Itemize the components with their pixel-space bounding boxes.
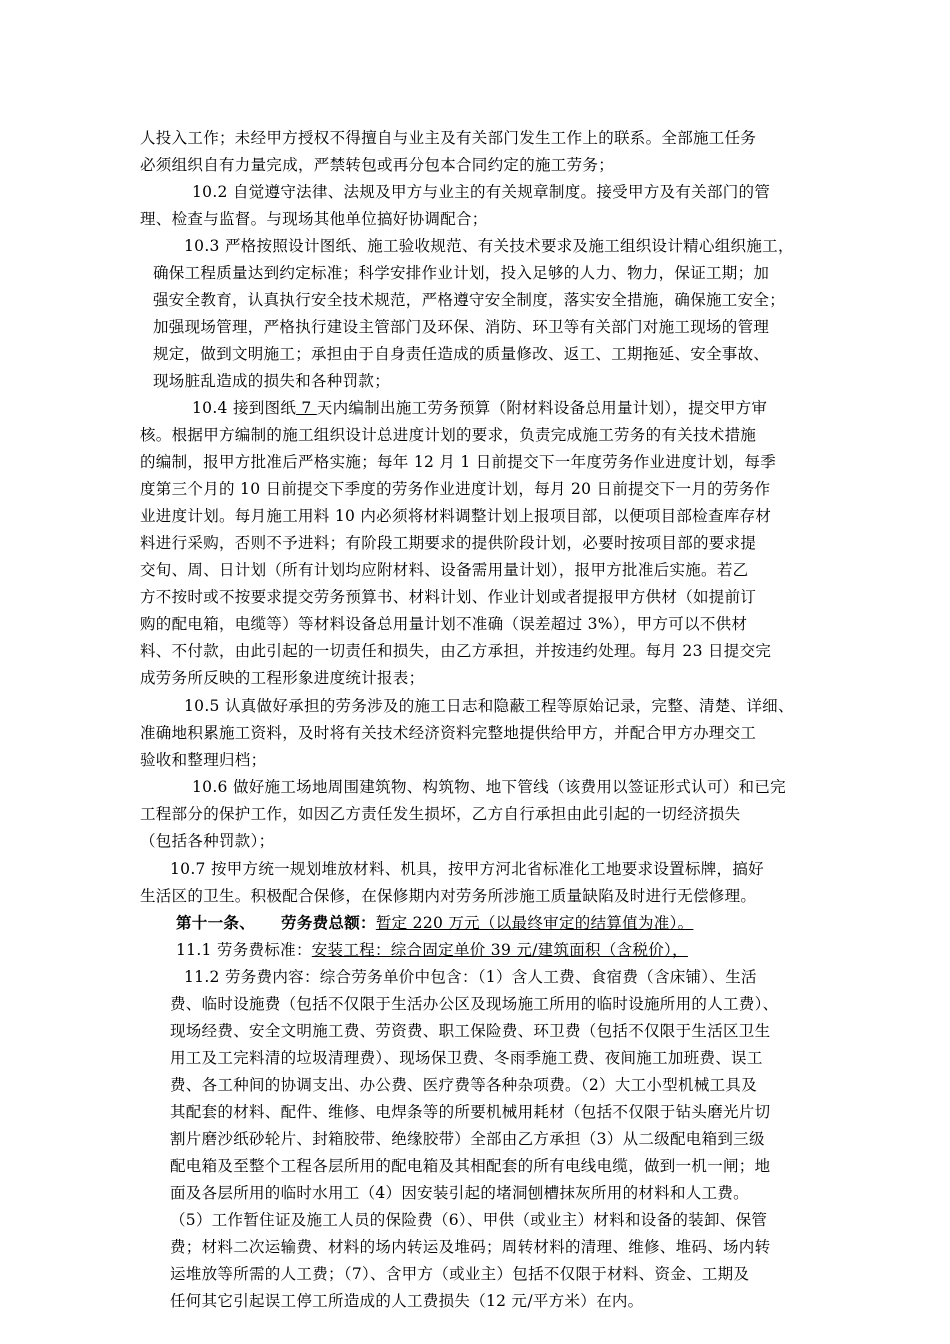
text-line: 人投入工作；未经甲方授权不得擅自与业主及有关部门发生工作上的联系。全部施工任务	[140, 129, 757, 147]
fee-standard-value: 安装工程：综合固定单价 39 元/建筑面积（含税价），	[311, 941, 688, 959]
days-value: 7	[296, 399, 317, 417]
text-line: （包括各种罚款）；	[140, 832, 275, 850]
total-fee-value: 暂定 220 万元（以最终审定的结算值为准）。	[375, 914, 694, 932]
text-line: 工程部分的保护工作，如因乙方责任发生损坏，乙方自行承担由此引起的一切经济损失	[140, 805, 741, 823]
text-line: 加强现场管理，严格执行建设主管部门及环保、消防、环卫等有关部门对施工现场的管理	[153, 318, 770, 336]
text-line: 交旬、周、日计划（所有计划均应附材料、设备需用量计划），报甲方批准后实施。若乙	[140, 561, 749, 579]
text-line: 的编制，报甲方批准后严格实施；每年 12 月 1 日前提交下一年度劳务作业进度计划，每季	[140, 453, 776, 471]
text-line: （5）工作暂住证及施工人员的保险费（6）、甲供（或业主）材料和设备的装卸、保管	[170, 1211, 768, 1229]
text-line: 准确地积累施工资料，及时将有关技术经济资料完整地提供给甲方，并配合甲方办理交工	[140, 724, 757, 742]
text-line: 必须组织自有力量完成，严禁转包或再分包本合同约定的施工劳务；	[140, 156, 615, 174]
text-line: 配电箱及至整个工程各层所用的配电箱及其相配套的所有电线电缆，做到一机一闸；地	[170, 1157, 771, 1175]
clause-11-1-label: 11.1 劳务费标准：	[176, 941, 312, 959]
clause-10-6: 10.6 做好施工场地周围建筑物、构筑物、地下管线（该费用以签证形式认可）和已完	[192, 778, 786, 796]
clause-10-3: 10.3 严格按照设计图纸、施工验收规范、有关技术要求及施工组织设计精心组织施工，	[184, 237, 794, 255]
text-line: 料、不付款，由此引起的一切责任和损失，由乙方承担，并按违约处理。每月 23 日提交完	[140, 642, 772, 660]
text-line: 费；材料二次运输费、材料的场内转运及堆码；周转材料的清理、维修、堆码、场内转	[170, 1238, 771, 1256]
clause-10-2: 10.2 自觉遵守法律、法规及甲方与业主的有关规章制度。接受甲方及有关部门的管	[192, 183, 771, 201]
text-line: 现场经费、安全文明施工费、劳资费、职工保险费、环卫费（包括不仅限于生活区卫生	[170, 1022, 771, 1040]
text-line: 强安全教育，认真执行安全技术规范，严格遵守安全制度，落实安全措施，确保施工安全；	[153, 291, 786, 309]
text-line: 确保工程质量达到约定标准；科学安排作业计划，投入足够的人力、物力，保证工期；加	[153, 264, 770, 282]
text-line: 购的配电箱，电缆等）等材料设备总用量计划不准确（误差超过 3%），甲方可以不供材	[140, 615, 748, 633]
text-line: 规定，做到文明施工；承担由于自身责任造成的质量修改、返工、工期拖延、安全事故、	[153, 345, 770, 363]
text-line: 其配套的材料、配件、维修、电焊条等的所要机械用耗材（包括不仅限于钻头磨光片切	[170, 1103, 771, 1121]
text-line: 任何其它引起误工停工所造成的人工费损失（12 元/平方米）在内。	[170, 1292, 644, 1310]
text-line: 用工及工完料清的垃圾清理费）、现场保卫费、冬雨季施工费、夜间施工加班费、误工	[170, 1049, 763, 1067]
text-line: 成劳务所反映的工程形象进度统计报表；	[140, 669, 425, 687]
clause-10-7: 10.7 按甲方统一规划堆放材料、机具，按甲方河北省标准化工地要求设置标牌，搞好	[170, 860, 764, 878]
text-line: 费、各工种间的协调支出、办公费、医疗费等各种杂项费。（2）大工小型机械工具及	[170, 1076, 758, 1094]
clause-11-2: 11.2 劳务费内容：综合劳务单价中包含：（1）含人工费、食宿费（含床铺）、生活	[184, 968, 757, 986]
clause-10-4	[192, 397, 767, 419]
text-line: 方不按时或不按要求提交劳务预算书、材料计划、作业计划或者提报甲方供材（如提前订	[140, 588, 757, 606]
text-line: 验收和整理归档；	[140, 751, 267, 769]
article-11-heading	[176, 912, 693, 934]
text-line: 度第三个月的 10 日前提交下季度的劳务作业进度计划，每月 20 日前提交下一月的劳务作	[140, 480, 771, 498]
text-line: 费、临时设施费（包括不仅限于生活办公区及现场施工所用的临时设施所用的人工费）、	[170, 995, 779, 1013]
text-line: 运堆放等所需的人工费；（7）、含甲方（或业主）包括不仅限于材料、资金、工期及	[170, 1265, 750, 1283]
clause-10-5: 10.5 认真做好承担的劳务涉及的施工日志和隐蔽工程等原始记录，完整、清楚、详细、	[184, 697, 794, 715]
text-line: 理、检查与监督。与现场其他单位搞好协调配合；	[140, 210, 488, 228]
text-line: 核。根据甲方编制的施工组织设计总进度计划的要求，负责完成施工劳务的有关技术措施	[140, 426, 757, 444]
clause-10-4-lead: 10.4 接到图纸	[192, 399, 297, 417]
text-line: 面及各层所用的临时水用工（4）因安装引起的堵洞刨槽抹灰所用的材料和人工费。	[170, 1184, 749, 1202]
clause-10-4-rest: 天内编制出施工劳务预算（附材料设备总用量计划），提交甲方审	[316, 399, 768, 417]
text-line: 割片磨沙纸砂轮片、封箱胶带、绝缘胶带）全部由乙方承担（3）从二级配电箱到三级	[170, 1130, 765, 1148]
text-line: 现场脏乱造成的损失和各种罚款；	[153, 372, 391, 390]
article-11-title: 劳务费总额：	[281, 913, 376, 932]
clause-11-1	[176, 939, 688, 961]
text-line: 生活区的卫生。积极配合保修，在保修期内对劳务所涉施工质量缺陷及时进行无偿修理。	[140, 887, 757, 905]
article-11-label: 第十一条、	[176, 913, 256, 932]
text-line: 业进度计划。每月施工用料 10 内必须将材料调整计划上报项目部，以便项目部检查库存材	[140, 507, 772, 525]
text-line: 料进行采购，否则不予进料；有阶段工期要求的提供阶段计划，必要时按项目部的要求提	[140, 534, 757, 552]
